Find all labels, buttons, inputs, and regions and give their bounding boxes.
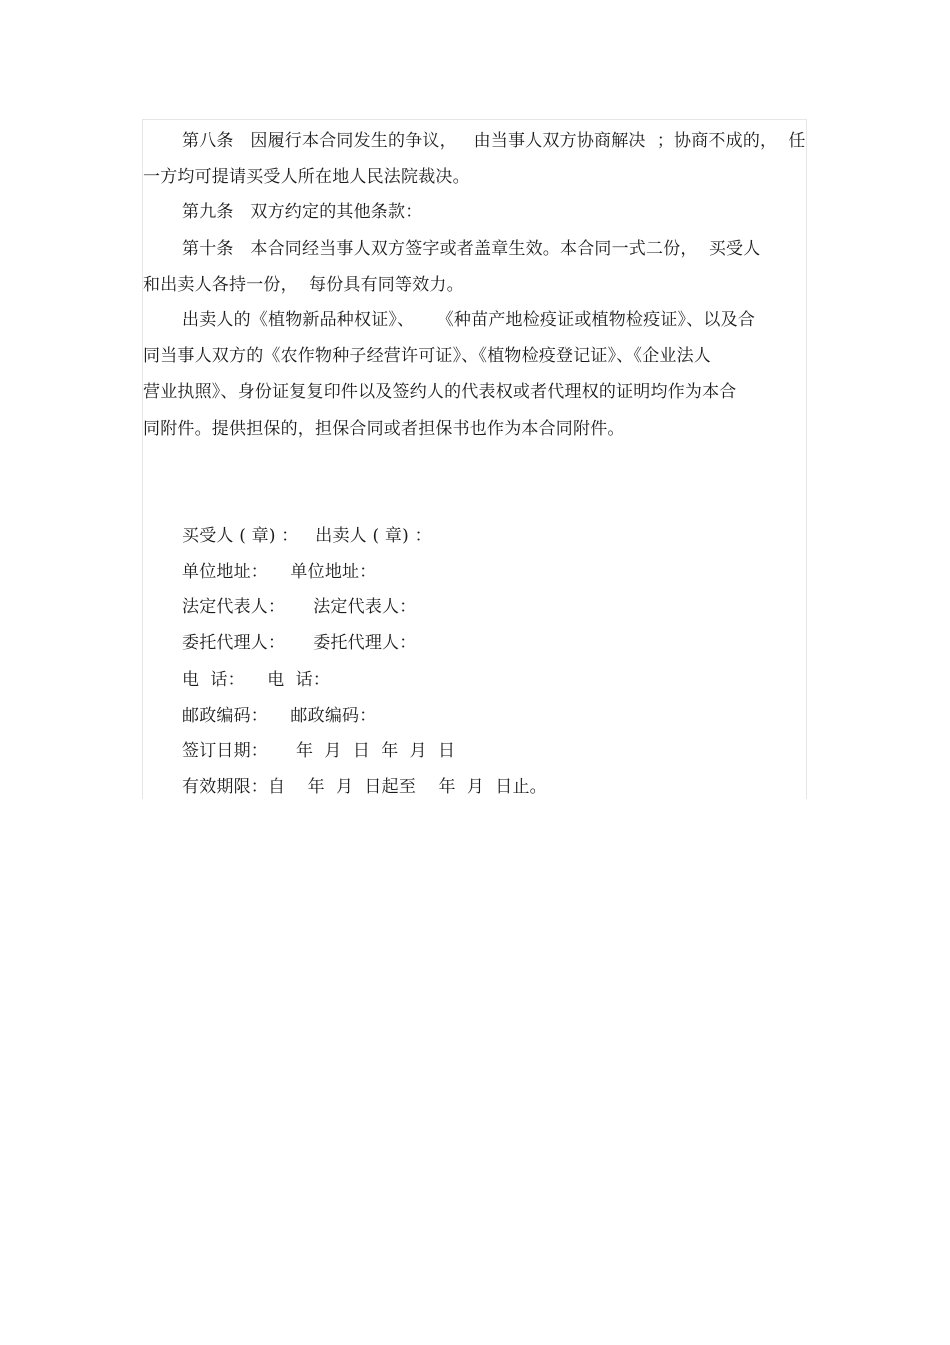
signature-phone: 电 话： 电 话： (182, 670, 331, 690)
signature-parties: 买受人 ( 章) ： 出卖人 ( 章) ： (182, 526, 432, 546)
article8-line2: 一方均可提请买受人所在地人民法院裁决。 (143, 167, 470, 187)
attachments-line4: 同附件。提供担保的，担保合同或者担保书也作为本合同附件。 (143, 419, 625, 439)
signature-address: 单位地址： 单位地址： (182, 562, 377, 582)
article10-line2: 和出卖人各持一份， 每份具有同等效力。 (143, 275, 464, 295)
attachments-line3: 营业执照》、身份证复复印件以及签约人的代表权或者代理权的证明均作为本合 (143, 382, 737, 402)
signature-legal-rep: 法定代表人： 法定代表人： (182, 597, 417, 617)
signature-validity: 有效期限：自 年 月 日起至 年 月 日止。 (182, 777, 547, 797)
attachments-line2: 同当事人双方的《农作物种子经营许可证》、《植物检疫登记证》、《企业法人 (143, 346, 711, 366)
article10-line1: 第十条 本合同经当事人双方签字或者盖章生效。本合同一式二份， 买受人 (182, 239, 761, 259)
article9-line1: 第九条 双方约定的其他条款： (182, 202, 423, 222)
signature-agent: 委托代理人： 委托代理人： (182, 633, 417, 653)
article8-line1: 第八条 因履行本合同发生的争议， 由当事人双方协商解决 ；协商不成的， 任 (182, 131, 806, 151)
attachments-line1: 出卖人的《植物新品种权证》、 《种苗产地检疫证或植物检疫证》、以及合 (182, 310, 756, 330)
signature-postcode: 邮政编码： 邮政编码： (182, 706, 377, 726)
signature-sign-date: 签订日期： 年 月 日 年 月 日 (182, 741, 456, 761)
